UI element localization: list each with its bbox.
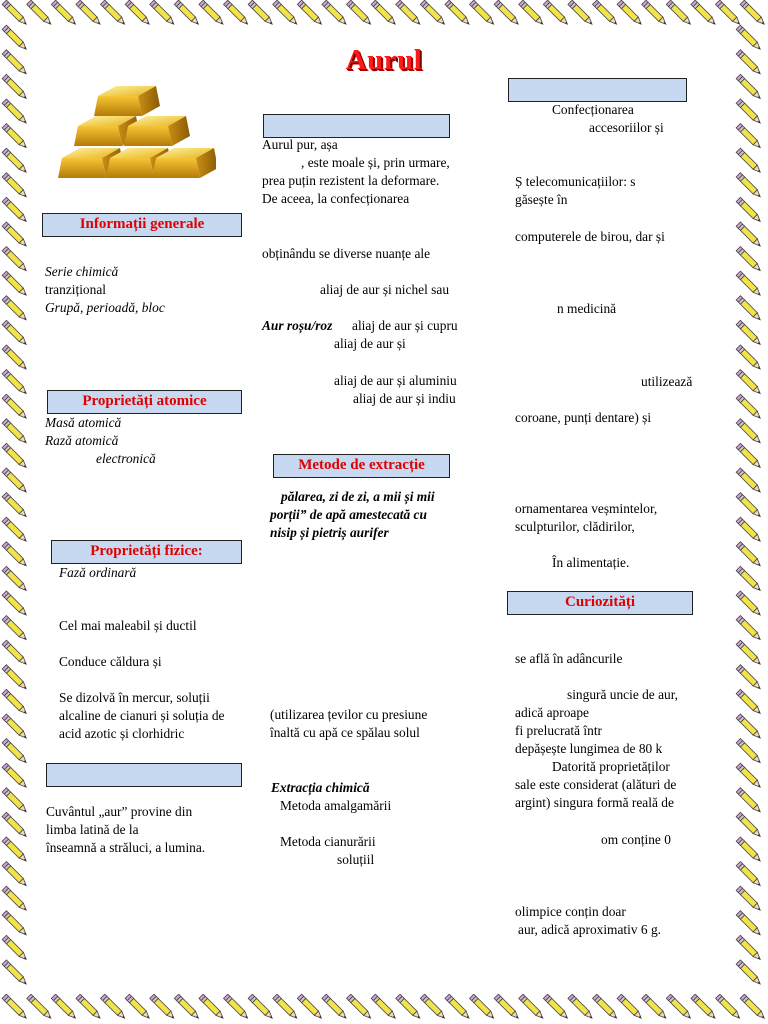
pencil-border-top	[0, 0, 768, 30]
pencil-icon	[224, 0, 250, 26]
text-line: Fază ordinară	[59, 565, 137, 580]
text-line: nisip și pietriș aurifer	[270, 525, 389, 540]
text-line: sale este considerat (alături de	[515, 777, 677, 792]
pencil-icon	[297, 0, 323, 26]
pencil-icon	[297, 994, 323, 1020]
pencil-icon	[736, 493, 762, 519]
text-line: porții” de apă amestecată cu	[270, 507, 427, 522]
text-line: aliaj de aur și nichel sau	[320, 282, 450, 297]
pencil-icon	[322, 994, 348, 1020]
text-line: Extracția chimică	[271, 780, 370, 795]
pencil-icon	[150, 0, 176, 26]
text-line: Metoda amalgamării	[280, 798, 392, 813]
text-line: (utilizarea țevilor cu presiune	[270, 707, 428, 722]
pencil-icon	[736, 99, 762, 125]
pencil-icon	[2, 763, 28, 789]
text-line: Masă atomică	[45, 415, 122, 430]
text-line: În alimentație.	[552, 555, 630, 570]
pencil-icon	[2, 566, 28, 592]
pencil-border-bottom	[0, 994, 768, 1024]
text-line: Se dizolvă în mercur, soluții	[59, 690, 210, 705]
pencil-icon	[2, 640, 28, 666]
pencil-icon	[642, 994, 668, 1020]
pencil-icon	[2, 394, 28, 420]
text-line: Rază atomică	[45, 433, 119, 448]
pencil-icon	[736, 320, 762, 346]
header-general-info: Informații generale	[42, 213, 242, 237]
pencil-icon	[101, 994, 127, 1020]
pencil-icon	[642, 0, 668, 26]
pencil-icon	[736, 394, 762, 420]
pencil-icon	[174, 0, 200, 26]
pencil-icon	[691, 994, 717, 1020]
text-line: fi prelucrată într	[515, 723, 602, 738]
pencil-icon	[736, 763, 762, 789]
pencil-icon	[2, 739, 28, 765]
header-curiosities: Curiozități	[507, 591, 693, 615]
pencil-icon	[736, 222, 762, 248]
text-line: prea puțin rezistent la deformare.	[262, 173, 440, 188]
header-physical-properties: Proprietăți fizice:	[51, 540, 242, 564]
pencil-icon	[2, 935, 28, 961]
text-line: Conduce căldura și	[59, 654, 162, 669]
pencil-icon	[2, 271, 28, 297]
text-line: înseamnă a străluci, a lumina.	[46, 840, 206, 855]
pencil-icon	[470, 994, 496, 1020]
pencil-icon	[736, 714, 762, 740]
pencil-icon	[736, 271, 762, 297]
text-line: Confecționarea	[552, 102, 634, 117]
text-line: Cuvântul „aur” provine din	[46, 804, 193, 819]
pencil-icon	[2, 542, 28, 568]
pencil-icon	[736, 665, 762, 691]
pencil-icon	[736, 345, 762, 371]
pencil-icon	[347, 0, 373, 26]
pencil-icon	[2, 247, 28, 273]
pencil-icon	[736, 739, 762, 765]
pencil-icon	[2, 173, 28, 199]
pencil-icon	[2, 443, 28, 469]
text-line: depășește lungimea de 80 k	[515, 741, 663, 756]
pencil-icon	[2, 812, 28, 838]
text-line: singură uncie de aur,	[567, 687, 679, 702]
text-line: Ș telecomunicațiilor: s	[515, 174, 636, 189]
text-line: se află în adâncurile	[515, 651, 623, 666]
text-line: accesoriilor și	[589, 120, 664, 135]
pencil-icon	[2, 320, 28, 346]
text-line: aliaj de aur și aluminiu	[334, 373, 457, 388]
text-line: om conține 0	[601, 832, 671, 847]
pencil-icon	[150, 994, 176, 1020]
header-uses	[508, 78, 687, 102]
text-line: De aceea, la confecționarea	[262, 191, 410, 206]
pencil-icon	[2, 124, 28, 150]
pencil-icon	[445, 0, 471, 26]
pencil-icon	[736, 812, 762, 838]
pencil-icon	[2, 345, 28, 371]
text-line: acid azotic și clorhidric	[59, 726, 185, 741]
pencil-icon	[470, 0, 496, 26]
pencil-icon	[736, 370, 762, 396]
pencil-icon	[736, 911, 762, 937]
header-usage	[263, 114, 450, 138]
pencil-icon	[51, 0, 77, 26]
text-line: adică aproape	[515, 705, 589, 720]
pencil-icon	[2, 148, 28, 174]
pencil-icon	[2, 222, 28, 248]
pencil-icon	[371, 0, 397, 26]
pencil-icon	[224, 994, 250, 1020]
text-line: aliaj de aur și	[334, 336, 406, 351]
pencil-icon	[2, 788, 28, 814]
text-line: electronică	[96, 451, 156, 466]
pencil-icon	[2, 665, 28, 691]
pencil-icon	[736, 616, 762, 642]
text-line: soluțiil	[337, 852, 375, 867]
pencil-icon	[736, 517, 762, 543]
pencil-border-right	[734, 0, 768, 1024]
pencil-icon	[543, 0, 569, 26]
pencil-icon	[736, 689, 762, 715]
text-line: tranzițional	[45, 282, 106, 297]
pencil-icon	[396, 0, 422, 26]
pencil-icon	[736, 935, 762, 961]
pencil-icon	[322, 0, 348, 26]
pencil-icon	[593, 994, 619, 1020]
pencil-icon	[273, 0, 299, 26]
pencil-icon	[2, 911, 28, 937]
text-line: înaltă cu apă ce spălau solul	[270, 725, 420, 740]
text-line: ornamentarea veșmintelor,	[515, 501, 658, 516]
pencil-icon	[691, 0, 717, 26]
text-line: olimpice conțin doar	[515, 904, 626, 919]
pencil-icon	[2, 493, 28, 519]
pencil-icon	[736, 247, 762, 273]
pencil-icon	[2, 370, 28, 396]
pencil-icon	[2, 99, 28, 125]
pencil-icon	[51, 994, 77, 1020]
text-line: Grupă, perioadă, bloc	[45, 300, 165, 315]
pencil-icon	[2, 74, 28, 100]
pencil-icon	[248, 0, 274, 26]
pencil-icon	[396, 994, 422, 1020]
text-line: n medicină	[557, 301, 617, 316]
pencil-icon	[736, 960, 762, 986]
pencil-icon	[617, 994, 643, 1020]
pencil-icon	[736, 443, 762, 469]
pencil-icon	[736, 74, 762, 100]
text-line: Aurul pur, așa	[262, 137, 338, 152]
pencil-icon	[273, 994, 299, 1020]
pencil-icon	[568, 0, 594, 26]
text-line: sculpturilor, clădirilor,	[515, 519, 635, 534]
pencil-icon	[2, 862, 28, 888]
pencil-icon	[736, 788, 762, 814]
text-line: Metoda cianurării	[280, 834, 376, 849]
pencil-icon	[736, 197, 762, 223]
pencil-icon	[736, 468, 762, 494]
pencil-icon	[2, 886, 28, 912]
pencil-icon	[445, 994, 471, 1020]
pencil-icon	[2, 616, 28, 642]
pencil-icon	[2, 419, 28, 445]
text-line: utilizează	[641, 374, 693, 389]
text-line: , este moale și, prin urmare,	[301, 155, 450, 170]
gold-bars-image	[58, 82, 216, 200]
pencil-icon	[199, 994, 225, 1020]
pencil-icon	[248, 994, 274, 1020]
text-line: pălarea, zi de zi, a mii și mii	[281, 489, 435, 504]
text-line: computerele de birou, dar și	[515, 229, 665, 244]
pencil-icon	[568, 994, 594, 1020]
pencil-icon	[125, 994, 151, 1020]
text-line: aur, adică aproximativ 6 g.	[518, 922, 661, 937]
pencil-icon	[347, 994, 373, 1020]
pencil-icon	[2, 591, 28, 617]
pencil-icon	[593, 0, 619, 26]
header-extraction: Metode de extracție	[273, 454, 450, 478]
pencil-icon	[736, 542, 762, 568]
pencil-icon	[199, 0, 225, 26]
pencil-icon	[519, 994, 545, 1020]
pencil-icon	[371, 994, 397, 1020]
pencil-icon	[76, 0, 102, 26]
pencil-icon	[2, 517, 28, 543]
pencil-icon	[736, 296, 762, 322]
header-etymology	[46, 763, 242, 787]
pencil-icon	[174, 994, 200, 1020]
pencil-icon	[2, 296, 28, 322]
text-line: aliaj de aur și indiu	[353, 391, 456, 406]
text-line: limba latină de la	[46, 822, 139, 837]
pencil-icon	[736, 591, 762, 617]
text-line: Aur roșu/roz	[262, 318, 333, 333]
pencil-icon	[420, 994, 446, 1020]
pencil-icon	[519, 0, 545, 26]
pencil-icon	[2, 837, 28, 863]
pencil-icon	[543, 994, 569, 1020]
text-line: găsește în	[515, 192, 568, 207]
pencil-icon	[2, 714, 28, 740]
pencil-border-left	[0, 0, 34, 1024]
pencil-icon	[736, 886, 762, 912]
header-atomic-properties: Proprietăți atomice	[47, 390, 242, 414]
pencil-icon	[736, 862, 762, 888]
pencil-icon	[2, 689, 28, 715]
pencil-icon	[494, 994, 520, 1020]
pencil-icon	[736, 124, 762, 150]
pencil-icon	[736, 173, 762, 199]
text-line: Cel mai maleabil și ductil	[59, 618, 197, 633]
pencil-icon	[736, 148, 762, 174]
pencil-icon	[420, 0, 446, 26]
text-line: alcaline de cianuri și soluția de	[59, 708, 225, 723]
pencil-icon	[736, 837, 762, 863]
pencil-icon	[617, 0, 643, 26]
text-line: Serie chimică	[45, 264, 119, 279]
gold-bar-icon	[94, 86, 160, 116]
pencil-icon	[666, 0, 692, 26]
pencil-icon	[736, 419, 762, 445]
text-line: argint) singura formă reală de	[515, 795, 674, 810]
text-line: coroane, punți dentare) și	[515, 410, 652, 425]
text-line: aliaj de aur și cupru	[352, 318, 458, 333]
pencil-icon	[2, 960, 28, 986]
text-line: obținându se diverse nuanțe ale	[262, 246, 431, 261]
pencil-icon	[494, 0, 520, 26]
pencil-icon	[736, 566, 762, 592]
pencil-icon	[2, 197, 28, 223]
page-title: Aurul	[345, 44, 423, 76]
pencil-icon	[76, 994, 102, 1020]
pencil-icon	[2, 468, 28, 494]
pencil-icon	[666, 994, 692, 1020]
pencil-icon	[125, 0, 151, 26]
pencil-icon	[101, 0, 127, 26]
text-line: Datorită proprietăților	[552, 759, 670, 774]
pencil-icon	[736, 640, 762, 666]
